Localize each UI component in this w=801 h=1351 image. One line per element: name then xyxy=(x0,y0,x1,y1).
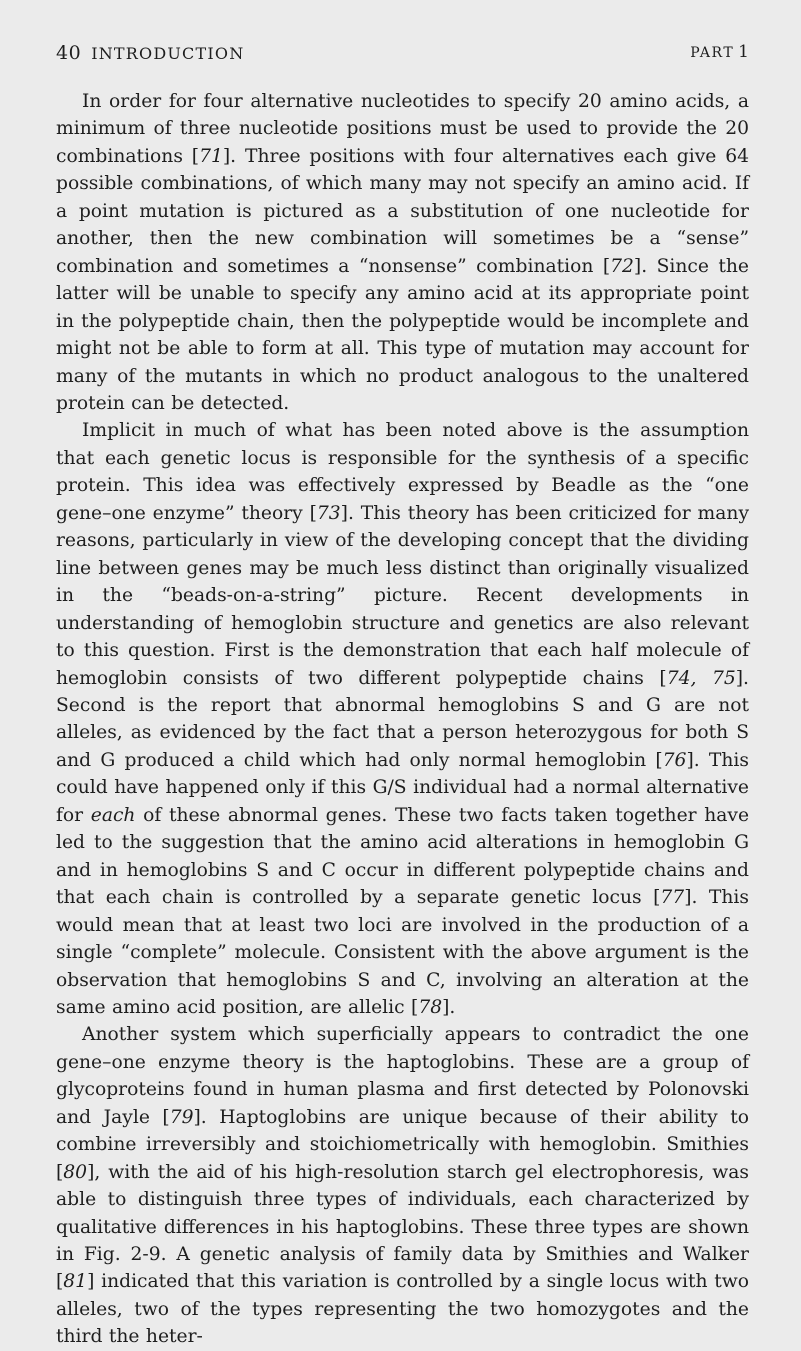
text-run: ]. Three positions with four alternatives each give 64 possible combinations, of which many may not specify an amino acid. If a point mutation is pictured as a substitution of one nucleotide for another, then the new combination will sometimes be a “sense” combination and sometimes a “nonsense” combination [ xyxy=(56,145,749,277)
paragraph-3 xyxy=(56,1021,749,1350)
part-label xyxy=(690,42,749,62)
text-run: ], with the aid of his high-resolution starch gel electrophoresis, was able to distinguish three types of individuals, each characterized by qualitative differences in his haptoglobins. These three types are shown in Fig. 2-9. A genetic analysis of family data by Smithies and Walker [ xyxy=(56,1161,749,1293)
citation: 77 xyxy=(660,887,685,909)
text-run: ]. xyxy=(442,996,456,1018)
part-number: 1 xyxy=(738,42,749,62)
citation: 73 xyxy=(316,502,341,524)
citation: 79 xyxy=(169,1106,194,1128)
paragraph-2 xyxy=(56,417,749,1021)
page-number: 40 xyxy=(56,42,82,64)
citation: 78 xyxy=(418,996,443,1018)
text-run: Another system which superficially appears to contradict the one gene–one enzyme theory is the haptoglobins. These are a group of glycoproteins found in human plasma and first detected by Polonovski and Jayle [ xyxy=(56,1024,749,1128)
section-title: INTRODUCTION xyxy=(91,44,245,63)
running-header xyxy=(56,42,749,72)
text-run: Implicit in much of what has been noted above is the assumption that each genetic locus is responsible for the synthesis of a specific protein. This idea was effectively expressed by Beadle as the “one gene–one enzyme” theory [ xyxy=(56,420,749,524)
text-run: In order for four alternative nucleotides to specify 20 amino acids, a minimum of three nucleotide positions must be used to provide the 20 combinations [ xyxy=(56,91,749,167)
citation: 76 xyxy=(662,749,687,771)
citation: 71 xyxy=(199,145,223,167)
text-run: ]. This theory has been criticized for many reasons, particularly in view of the developing concept that the dividing line between genes may be much less distinct than originally visualized in the “beads-on-a-string” picture. Recent developments in understanding of hemoglobin structure and genetics are also relevant to this question. First is the demonstration that each half molecule of hemoglobin consists of two different polypeptide chains [ xyxy=(56,502,750,689)
citation: 74, 75 xyxy=(666,667,736,689)
text-run: of these abnormal genes. These two facts taken together have led to the suggestion that the amino acid alterations in hemoglobin G and in hemoglobins S and C occur in different polypeptide chains and that each chain is controlled by a separate genetic locus [ xyxy=(56,804,750,909)
paragraph-1 xyxy=(56,88,749,417)
text-run: ]. Haptoglobins are unique because of their ability to combine irreversibly and stoichiometrically with hemoglobin. Smithies [ xyxy=(56,1106,749,1183)
page-body xyxy=(56,88,749,1351)
text-run: ] indicated that this variation is controlled by a single locus with two alleles, two of the types representing the two homozygotes and the third the heter- xyxy=(56,1271,749,1348)
folio xyxy=(56,42,244,64)
text-run: ]. Second is the report that abnormal hemoglobins S and G are not alleles, as evidenced by the fact that a person heterozygous for both S and G produced a child which had only normal hemoglobin [ xyxy=(56,667,749,771)
part-word: PART xyxy=(690,45,735,61)
text-run: ]. Since the latter will be unable to specify any amino acid at its appropriate point in the polypeptide chain, then the polypeptide would be incomplete and might not be able to form at all. This type of mutation may account for many of the mutants in which no product analogous to the unaltered protein can be detected. xyxy=(56,255,749,414)
text-run: ]. This could have happened only if this G/S individual had a normal alternative for xyxy=(56,749,749,826)
emphasis: each xyxy=(90,804,136,826)
citation: 80 xyxy=(63,1161,88,1183)
citation: 72 xyxy=(610,255,634,277)
text-run: ]. This would mean that at least two loci are involved in the production of a single “complete” molecule. Consistent with the above argument is the observation that hemoglobins S and C, involving an alteration at the same amino acid position, are allelic [ xyxy=(56,887,749,1018)
citation: 81 xyxy=(63,1271,88,1293)
